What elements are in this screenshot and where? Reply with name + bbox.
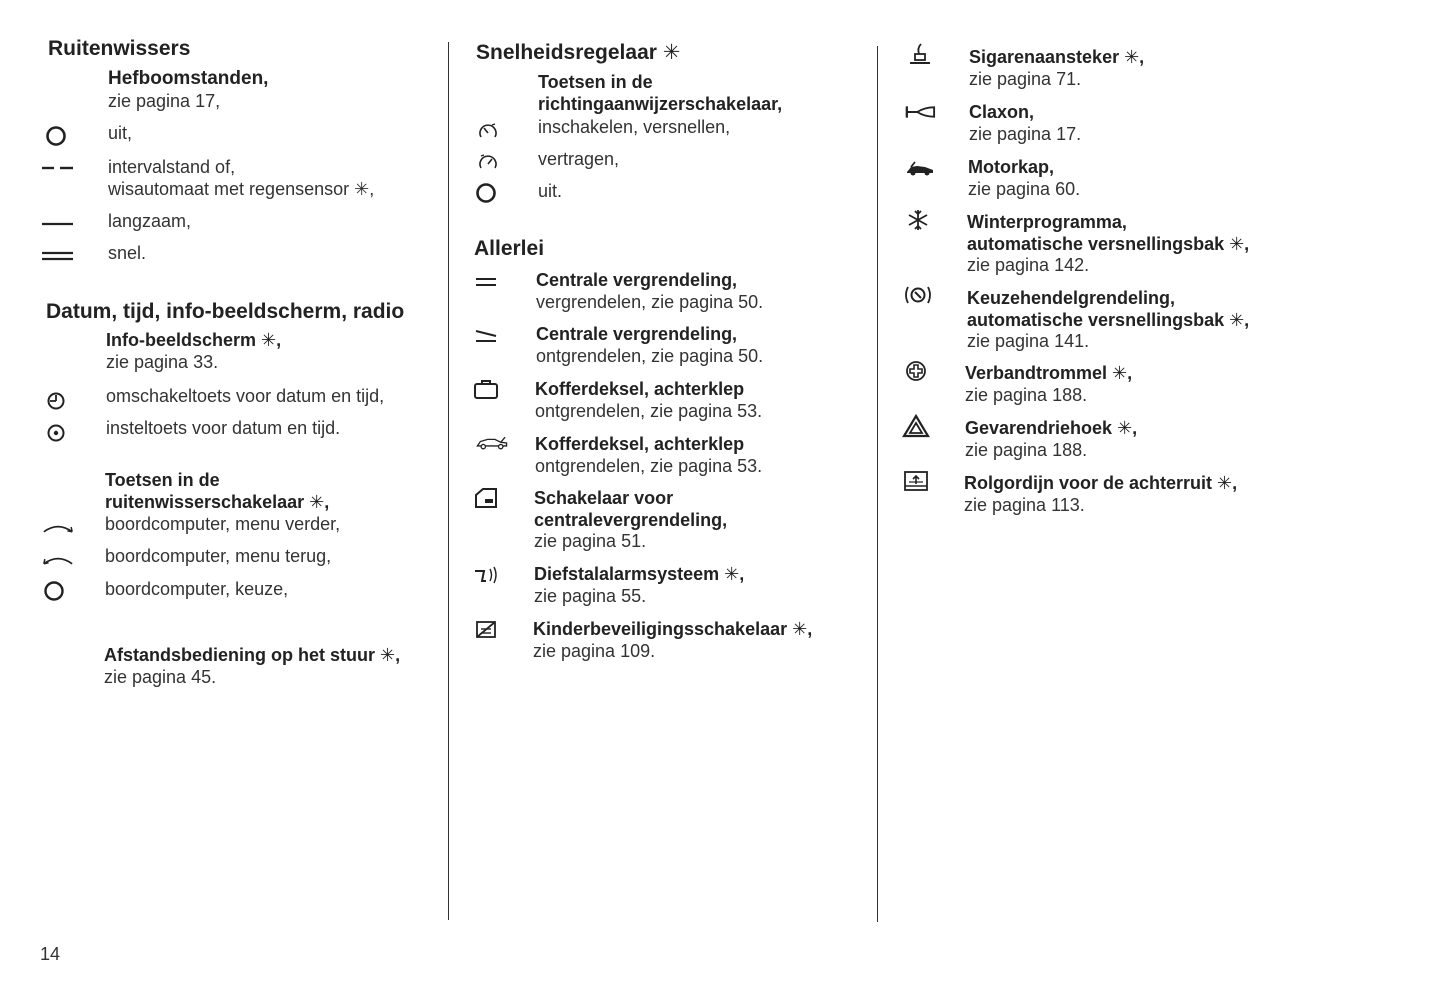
double-line-fast-icon [42,244,74,268]
circle-off-icon [40,124,72,148]
section-title-misc: Allerlei [474,237,545,260]
cruise-slow-label: vertragen, [538,149,620,169]
arc-back-icon [42,548,74,572]
wiper-switch-keys-title: Toetsen in de ruitenwisserschakelaar ✳, [105,470,330,512]
section-title-cruise: Snelheidsregelaar ✳ [476,41,681,64]
misc-item: Keuzehendelgrendeling, automatische versnellingsbak ✳, zie pagina 141. [967,288,1250,351]
misc-item: Claxon, zie pagina 17. [969,102,1082,144]
door-lock-switch-icon [470,486,502,510]
child-safety-icon [470,617,502,641]
misc-item: Schakelaar voor centralevergrendeling, zie pagina 51. [534,488,728,551]
arc-next-icon [42,516,74,540]
trunk-lid-icon [470,377,502,401]
misc-item: Rolgordijn voor de achterruit ✳, zie pagina 113. [964,473,1238,515]
set-dot-icon [40,421,72,445]
info-display-title: Info-beeldscherm ✳, [106,330,282,350]
column-divider-right [877,46,878,922]
circle-off-icon [470,181,502,205]
lever-positions-title: Hefboomstanden, [108,68,269,89]
shift-lock-icon [902,283,934,307]
clock-toggle-icon [40,389,72,413]
cigarette-lighter-icon [904,42,936,66]
set-datetime-label: insteltoets voor datum en tijd. [106,418,341,438]
alarm-system-icon [470,564,502,588]
bc-menu-back-label: boordcomputer, menu terug, [105,546,332,566]
column-divider-left [448,42,449,920]
misc-item: Centrale vergrendeling, vergrendelen, zie pagina 50. [536,270,764,312]
cruise-engage-label: inschakelen, versnellen, [538,117,731,137]
speedometer-minus-icon [472,151,504,175]
lever-positions-ref: zie pagina 17, [108,91,221,111]
info-display-ref: zie pagina 33. [106,352,219,372]
single-line-slow-icon [42,212,74,236]
misc-item: Kofferdeksel, achterklep ontgrendelen, zie pagina 53. [535,379,763,421]
rear-blind-icon [900,469,932,493]
misc-item: Gevarendriehoek ✳, zie pagina 188. [965,418,1138,460]
dashed-interval-icon [42,156,74,180]
steering-remote-title: Afstandsbediening op het stuur ✳, [104,645,401,665]
wiper-interval-label: intervalstand of, wisautomaat met regensensor ✳, [108,157,375,199]
circle-select-icon [38,579,70,603]
misc-item: Kofferdeksel, achterklep ontgrendelen, zie pagina 53. [535,434,763,476]
misc-item: Verbandtrommel ✳, zie pagina 188. [965,363,1133,405]
hood-icon [904,157,936,181]
lock-lines-icon [470,270,502,294]
section-title-wipers: Ruitenwissers [48,37,191,60]
horn-icon [904,100,936,124]
speedometer-plus-icon [472,120,504,144]
misc-item: Winterprogramma, automatische versnellingsbak ✳, zie pagina 142. [967,212,1250,275]
steering-remote-ref: zie pagina 45. [104,667,217,687]
misc-item: Motorkap, zie pagina 60. [968,157,1081,199]
warning-triangle-icon [900,414,932,438]
wiper-slow-label: langzaam, [108,211,192,231]
misc-item: Diefstalalarmsysteem ✳, zie pagina 55. [534,564,745,606]
section-title-datetime: Datum, tijd, info-beeldscherm, radio [46,300,405,323]
indicator-switch-keys-title: Toetsen in de richtingaanwijzerschakelaar, [538,72,783,114]
toggle-datetime-label: omschakeltoets voor datum en tijd, [106,386,385,406]
snowflake-icon [902,208,934,232]
misc-item: Kinderbeveiligingsschakelaar ✳, zie pagina 109. [533,619,813,661]
cruise-off-label: uit. [538,181,563,201]
wiper-off-label: uit, [108,123,133,143]
misc-item: Sigarenaansteker ✳, zie pagina 71. [969,47,1145,89]
bc-menu-next-label: boordcomputer, menu verder, [105,514,341,534]
first-aid-icon [900,359,932,383]
wiper-fast-label: snel. [108,243,147,263]
unlock-lines-icon [470,324,502,348]
bc-select-label: boordcomputer, keuze, [105,579,289,599]
page-number: 14 [40,944,61,964]
car-tailgate-icon [476,431,508,455]
misc-item: Centrale vergrendeling, ontgrendelen, zie pagina 50. [536,324,764,366]
